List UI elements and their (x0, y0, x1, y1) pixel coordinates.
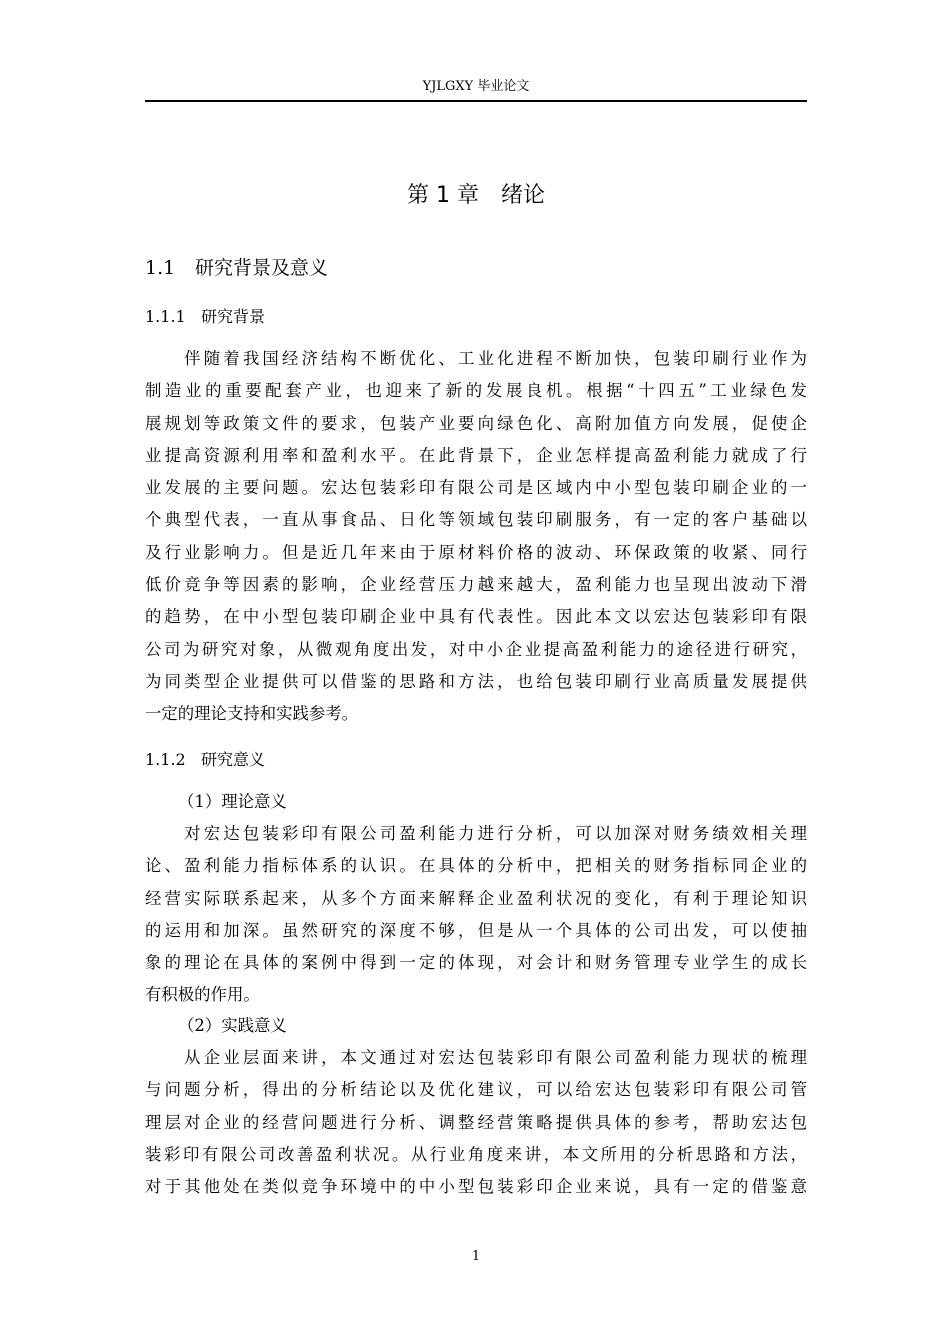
paragraph-line: 对宏达包装彩印有限公司盈利能力进行分析，可以加深对财务绩效相关理 (145, 824, 807, 843)
paragraph-line: 个典型代表，一直从事食品、日化等领域包装印刷服务，有一定的客户基础以 (145, 510, 807, 530)
theory-subheading: （1）理论意义 (178, 792, 287, 811)
section-heading-1-1 (145, 254, 328, 282)
paragraph-line: 经营实际联系起来，从多个方面来解释企业盈利状况的变化，有利于理论知识 (145, 888, 807, 908)
section-title: 研究背景 (201, 307, 266, 326)
chapter-title (145, 180, 807, 212)
paragraph-line: 为同类型企业提供可以借鉴的思路和方法，也给包装印刷行业高质量发展提供 (145, 671, 807, 691)
paragraph-line: 象的理论在具体的案例中得到一定的体现，对会计和财务管理专业学生的成长 (145, 953, 807, 973)
section-number: 1.1 (145, 257, 176, 279)
paragraph-line: 低价竞争等因素的影响，企业经营压力越来越大，盈利能力也呈现出波动下滑 (145, 575, 807, 595)
section-heading-1-1-2 (145, 748, 265, 772)
practice-subheading: （2）实践意义 (178, 1016, 287, 1035)
paragraph-line: 业发展的主要问题。宏达包装彩印有限公司是区域内中小型包装印刷企业的一 (145, 478, 807, 498)
paragraph-line: 一定的理论支持和实践参考。 (145, 704, 359, 724)
paragraph-line: 的运用和加深。虽然研究的深度不够，但是从一个具体的公司出发，可以使抽 (145, 920, 807, 940)
section-title: 研究背景及意义 (195, 257, 329, 279)
paragraph-line: 及行业影响力。但是近几年来由于原材料价格的波动、环保政策的收紧、同行 (145, 542, 807, 562)
practice-paragraph (145, 1042, 807, 1203)
paragraph-line: 论、盈利能力指标体系的认识。在具体的分析中，把相关的财务指标同企业的 (145, 856, 807, 876)
paragraph-line: 装彩印有限公司改善盈利状况。从行业角度来讲，本文所用的分析思路和方法， (145, 1144, 807, 1164)
section-title: 研究意义 (201, 750, 266, 769)
paragraph-line: 公司为研究对象，从微观角度出发，对中小企业提高盈利能力的途径进行研究， (145, 639, 807, 659)
paragraph-line: 的趋势，在中小型包装印刷企业中具有代表性。因此本文以宏达包装彩印有限 (145, 607, 807, 627)
page-number: 1 (471, 1249, 481, 1264)
paragraph-line: 有积极的作用。 (145, 985, 260, 1005)
paragraph-line: 理层对企业的经营问题进行分析、调整经营策略提供具体的参考，帮助宏达包 (145, 1112, 807, 1132)
paragraph-line: 伴随着我国经济结构不断优化、工业化进程不断加快，包装印刷行业作为 (145, 349, 807, 368)
background-paragraph (145, 343, 807, 731)
header-divider (145, 100, 807, 102)
paragraph-line: 业提高资源利用率和盈利水平。在此背景下，企业怎样提高盈利能力就成了行 (145, 445, 807, 465)
paragraph-line: 制造业的重要配套产业，也迎来了新的发展良机。根据“十四五”工业绿色发 (145, 381, 807, 401)
chapter-name: 绪论 (500, 183, 545, 208)
page-header: YJLGXY 毕业论文 (422, 79, 530, 94)
paragraph-line: 展规划等政策文件的要求，包装产业要向绿色化、高附加值方向发展，促使企 (145, 413, 807, 433)
paragraph-line: 从企业层面来讲，本文通过对宏达包装彩印有限公司盈利能力现状的梳理 (145, 1048, 807, 1067)
theory-paragraph (145, 818, 807, 1012)
section-heading-1-1-1 (145, 305, 265, 329)
paragraph-line: 与问题分析，得出的分析结论以及优化建议，可以给宏达包装彩印有限公司管 (145, 1080, 807, 1100)
section-number: 1.1.1 (145, 307, 186, 326)
section-number: 1.1.2 (145, 750, 186, 769)
chapter-number: 第 1 章 (407, 183, 479, 208)
paragraph-line: 对于其他处在类似竞争环境中的中小型包装彩印企业来说，具有一定的借鉴意 (145, 1177, 807, 1197)
